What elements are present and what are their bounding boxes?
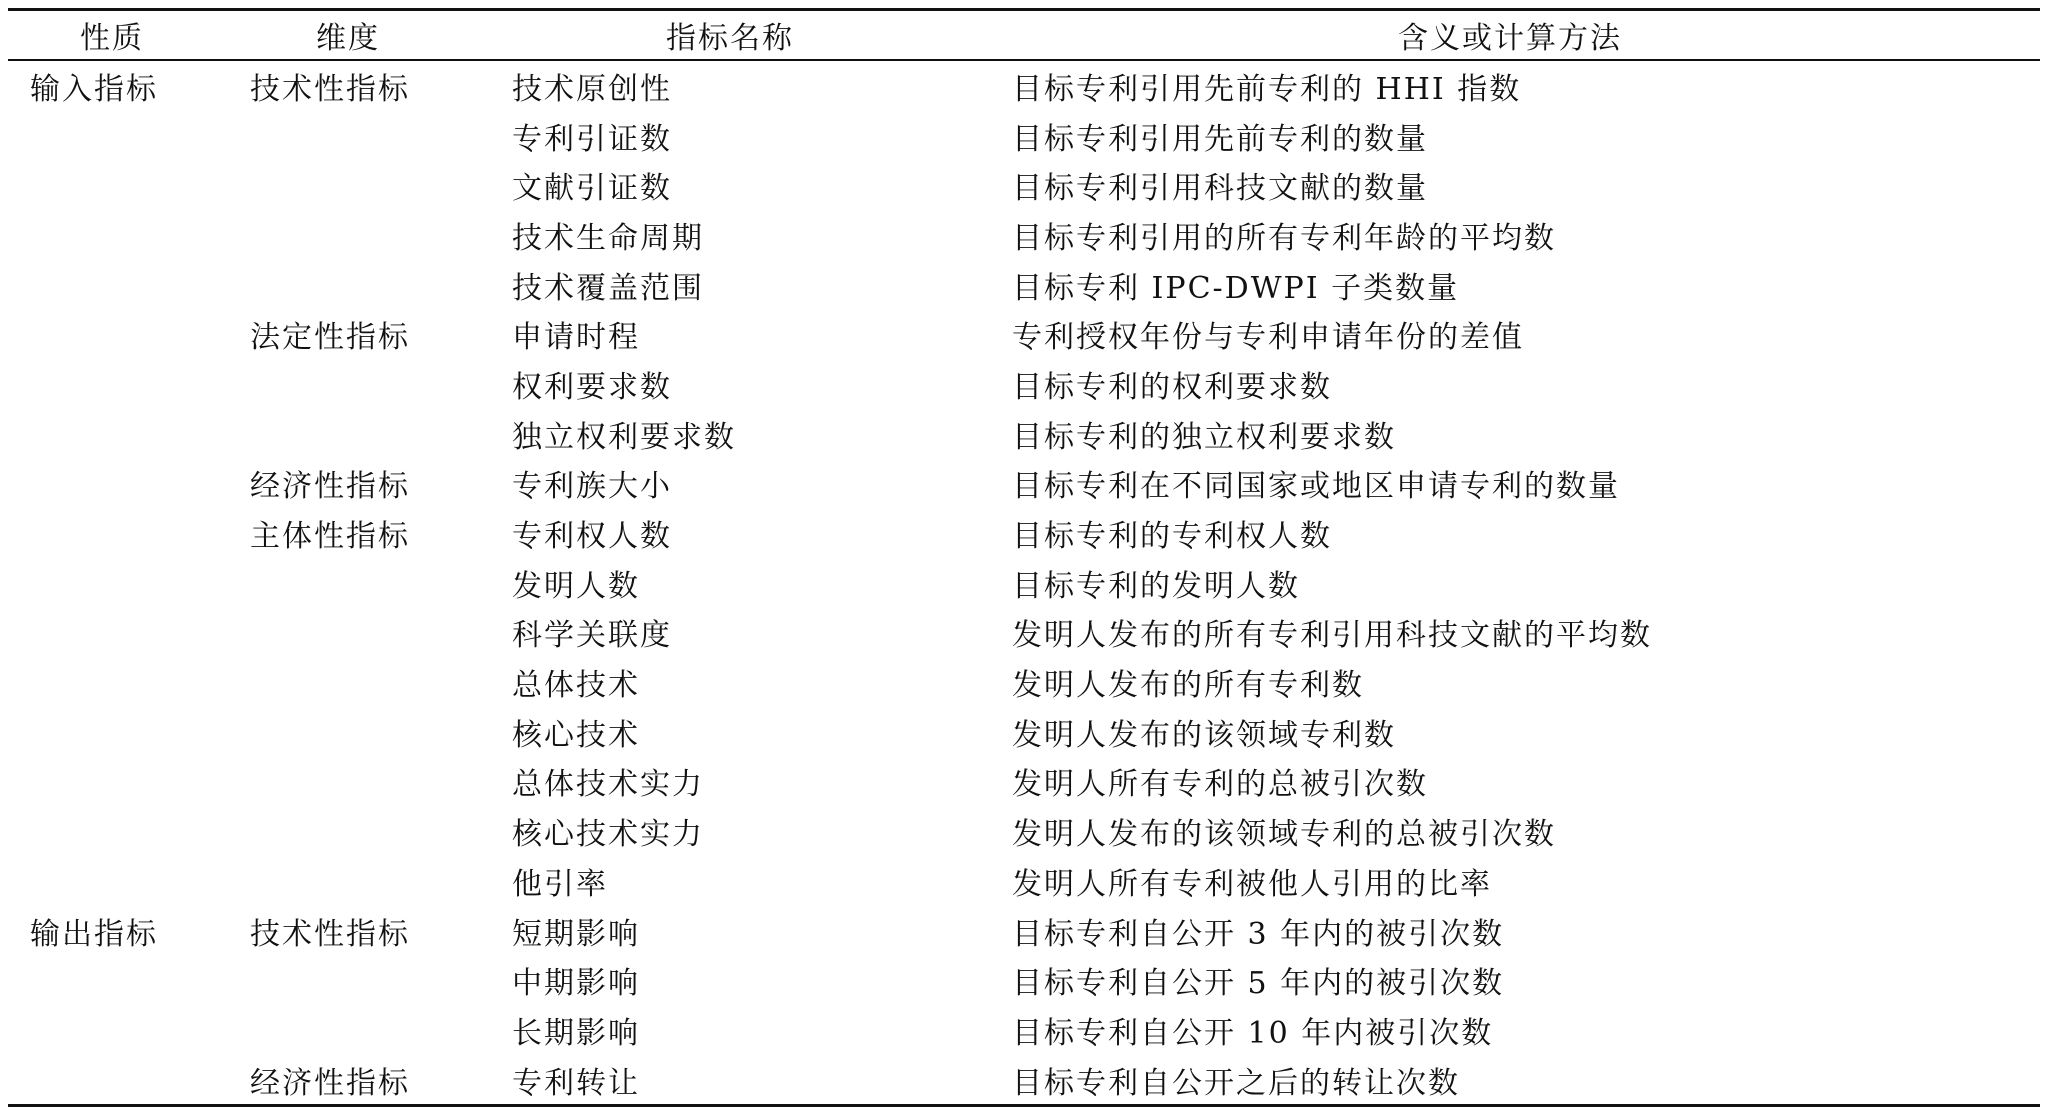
cell-nature: [8, 459, 216, 509]
table-row: [8, 955, 2040, 1005]
cell-meaning: 目标专利引用先前专利的数量: [1012, 121, 1428, 157]
cell-dimension: 技术性指标: [250, 71, 410, 107]
table-row: [8, 1005, 2040, 1055]
cell-dimension: [216, 806, 480, 856]
cell-dimension: [216, 608, 480, 658]
cell-meaning: 目标专利引用的所有专利年龄的平均数: [1012, 220, 1556, 256]
cell-nature: [8, 309, 216, 359]
cell-meaning: 发明人发布的所有专利引用科技文献的平均数: [1012, 618, 1652, 654]
table-row: [8, 60, 2040, 111]
cell-meaning: 目标专利在不同国家或地区申请专利的数量: [1012, 469, 1620, 505]
cell-indicator-name: 总体技术: [512, 668, 640, 704]
cell-meaning: 目标专利的发明人数: [1012, 568, 1300, 604]
cell-nature: [8, 657, 216, 707]
cell-meaning: 目标专利自公开 10 年内被引次数: [1012, 1015, 1494, 1051]
table-row: [8, 111, 2040, 161]
cell-nature: [8, 359, 216, 409]
table-row: [8, 608, 2040, 658]
cell-dimension: [216, 955, 480, 1005]
cell-dimension: [216, 856, 480, 906]
cell-dimension: [216, 160, 480, 210]
header-nature: 性质: [80, 21, 144, 56]
table-row: [8, 359, 2040, 409]
table-row: [8, 757, 2040, 807]
cell-dimension: [216, 1005, 480, 1055]
cell-dimension: [216, 111, 480, 161]
cell-meaning: 目标专利的独立权利要求数: [1012, 419, 1396, 455]
cell-meaning: 发明人发布的该领域专利的总被引次数: [1012, 817, 1556, 853]
cell-dimension: [216, 707, 480, 757]
cell-nature: [8, 757, 216, 807]
cell-indicator-name: 中期影响: [512, 966, 640, 1002]
cell-nature: [8, 558, 216, 608]
table-row: [8, 260, 2040, 310]
cell-indicator-name: 专利权人数: [512, 519, 672, 555]
cell-dimension: 经济性指标: [250, 469, 410, 505]
table-row: [8, 409, 2040, 459]
cell-indicator-name: 核心技术实力: [512, 817, 704, 853]
table-header-row: [8, 10, 2040, 61]
cell-nature: [8, 260, 216, 310]
cell-meaning: 发明人所有专利的总被引次数: [1012, 767, 1428, 803]
cell-dimension: 经济性指标: [250, 1065, 410, 1101]
cell-dimension: [216, 657, 480, 707]
cell-meaning: 目标专利的专利权人数: [1012, 519, 1332, 555]
table-row: [8, 806, 2040, 856]
cell-indicator-name: 权利要求数: [512, 369, 672, 405]
table-row: [8, 160, 2040, 210]
cell-meaning: 目标专利自公开 5 年内的被引次数: [1012, 966, 1505, 1002]
cell-nature: [8, 806, 216, 856]
table-row: [8, 856, 2040, 906]
cell-indicator-name: 技术原创性: [512, 71, 672, 107]
table-row: [8, 657, 2040, 707]
cell-dimension: [216, 359, 480, 409]
cell-nature: [8, 955, 216, 1005]
cell-meaning: 发明人所有专利被他人引用的比率: [1012, 866, 1492, 902]
cell-indicator-name: 申请时程: [512, 320, 640, 356]
indicator-table: [8, 8, 2040, 1107]
cell-nature: [8, 409, 216, 459]
cell-meaning: 目标专利自公开 3 年内的被引次数: [1012, 916, 1505, 952]
cell-indicator-name: 独立权利要求数: [512, 419, 736, 455]
cell-dimension: 法定性指标: [250, 320, 410, 356]
table-row: [8, 459, 2040, 509]
cell-meaning: 目标专利引用科技文献的数量: [1012, 171, 1428, 207]
cell-nature: [8, 160, 216, 210]
cell-indicator-name: 技术生命周期: [512, 220, 704, 256]
cell-nature: [8, 608, 216, 658]
table-row: [8, 906, 2040, 956]
cell-dimension: [216, 558, 480, 608]
cell-indicator-name: 专利族大小: [512, 469, 672, 505]
header-dimension: 维度: [316, 21, 380, 56]
cell-indicator-name: 他引率: [512, 866, 608, 902]
cell-meaning: 目标专利的权利要求数: [1012, 369, 1332, 405]
cell-dimension: 技术性指标: [250, 916, 410, 952]
header-meaning: 含义或计算方法: [1398, 21, 1622, 56]
cell-nature: [8, 111, 216, 161]
cell-indicator-name: 发明人数: [512, 568, 640, 604]
table-row: [8, 707, 2040, 757]
cell-nature: [8, 707, 216, 757]
cell-indicator-name: 总体技术实力: [512, 767, 704, 803]
cell-dimension: [216, 409, 480, 459]
cell-indicator-name: 短期影响: [512, 916, 640, 952]
cell-meaning: 目标专利引用先前专利的 HHI 指数: [1012, 71, 1522, 107]
table-row: [8, 210, 2040, 260]
cell-meaning: 目标专利 IPC-DWPI 子类数量: [1012, 270, 1460, 306]
table-row: [8, 1055, 2040, 1106]
table-row: [8, 508, 2040, 558]
table-row: [8, 558, 2040, 608]
table-header: [8, 10, 2040, 61]
cell-indicator-name: 核心技术: [512, 717, 640, 753]
cell-dimension: [216, 210, 480, 260]
cell-indicator-name: 专利转让: [512, 1065, 640, 1101]
cell-indicator-name: 长期影响: [512, 1015, 640, 1051]
cell-nature: [8, 856, 216, 906]
cell-dimension: 主体性指标: [250, 519, 410, 555]
cell-indicator-name: 专利引证数: [512, 121, 672, 157]
cell-dimension: [216, 757, 480, 807]
table-row: [8, 309, 2040, 359]
cell-nature: 输出指标: [30, 916, 158, 952]
cell-indicator-name: 科学关联度: [512, 618, 672, 654]
cell-nature: [8, 210, 216, 260]
table-body: [8, 60, 2040, 1106]
cell-nature: [8, 508, 216, 558]
header-indicator-name: 指标名称: [666, 21, 794, 56]
cell-indicator-name: 技术覆盖范围: [512, 270, 704, 306]
cell-meaning: 发明人发布的该领域专利数: [1012, 717, 1396, 753]
cell-nature: [8, 1055, 216, 1106]
cell-meaning: 专利授权年份与专利申请年份的差值: [1012, 320, 1524, 356]
cell-dimension: [216, 260, 480, 310]
cell-indicator-name: 文献引证数: [512, 171, 672, 207]
cell-nature: 输入指标: [30, 71, 158, 107]
cell-nature: [8, 1005, 216, 1055]
cell-meaning: 发明人发布的所有专利数: [1012, 668, 1364, 704]
cell-meaning: 目标专利自公开之后的转让次数: [1012, 1065, 1460, 1101]
